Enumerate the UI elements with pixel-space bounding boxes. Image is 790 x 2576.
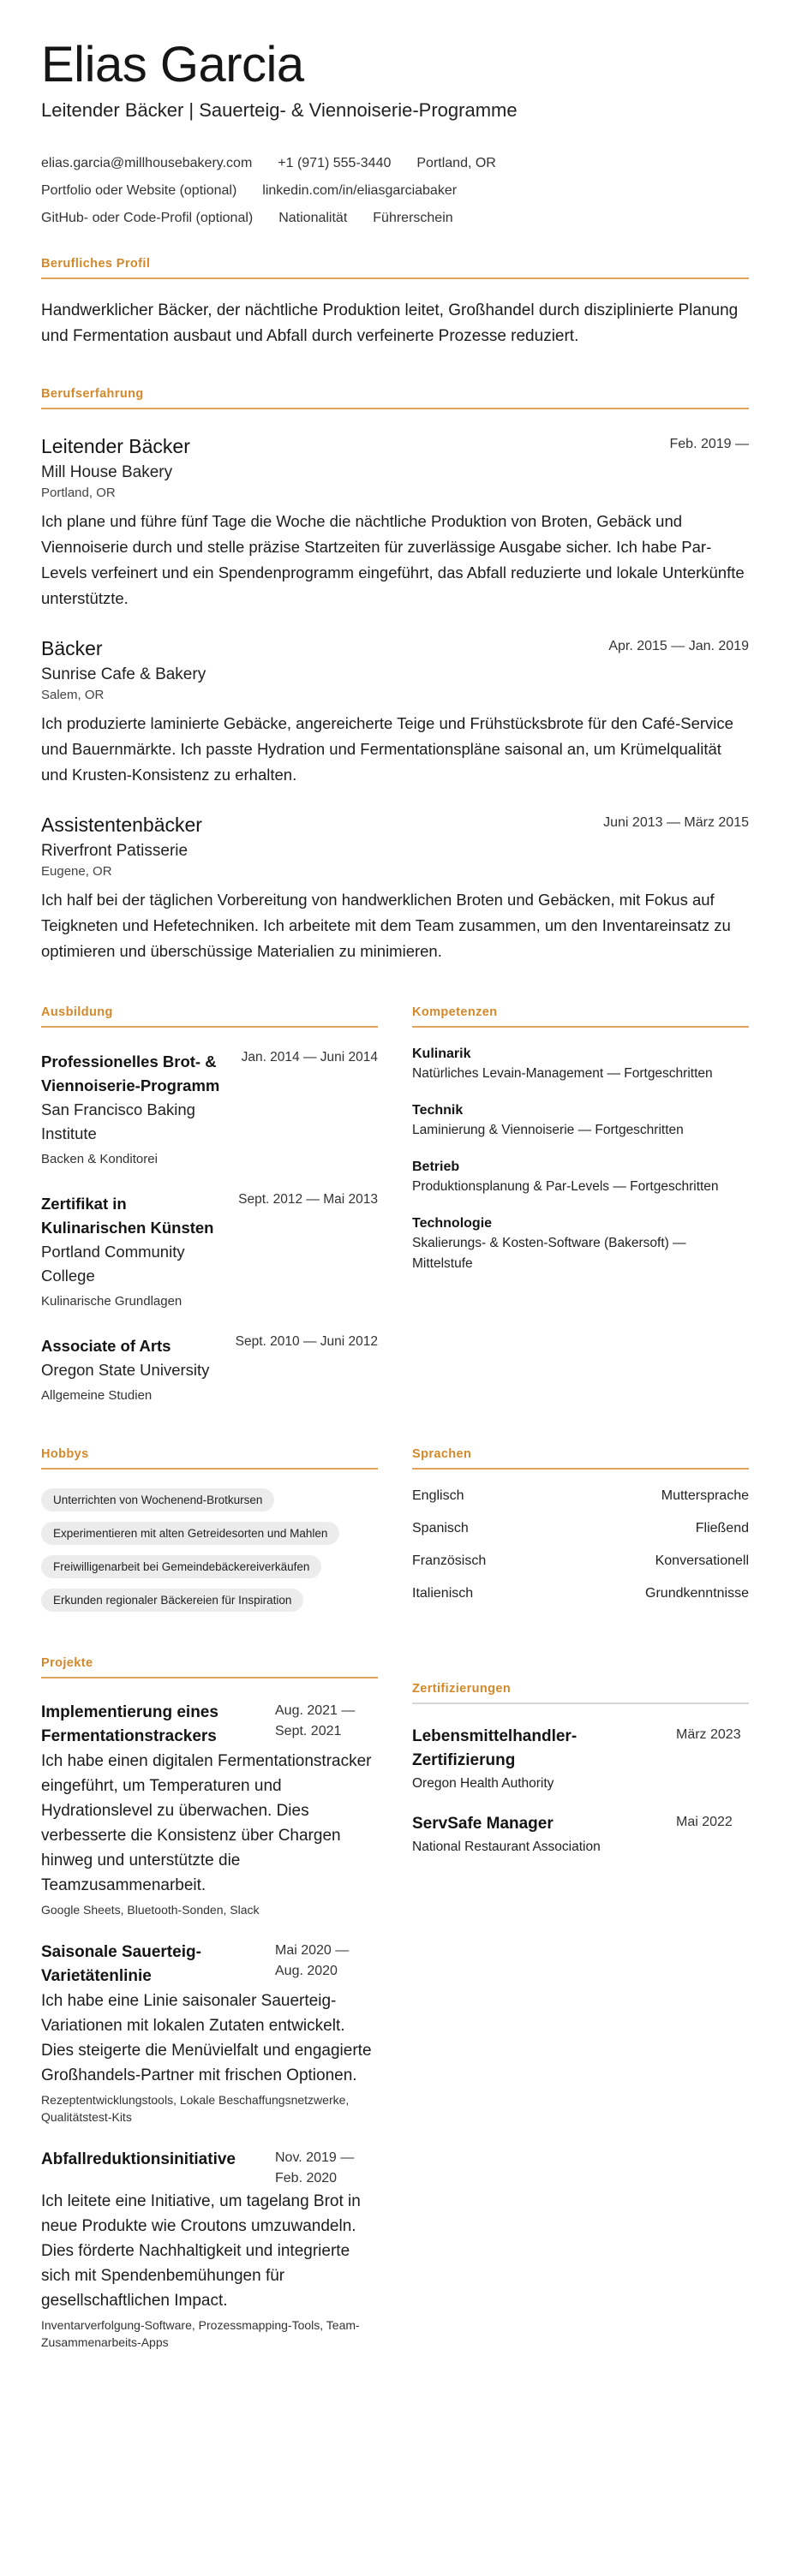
- contact-linkedin[interactable]: linkedin.com/in/eliasgarciabaker: [262, 183, 458, 198]
- certification-date: Mai 2022: [676, 1815, 733, 1829]
- job-company: Mill House Bakery: [41, 463, 173, 481]
- job-entry: [41, 637, 749, 788]
- contact-info: [41, 156, 749, 226]
- language-row: [412, 1553, 749, 1569]
- project-tools: Rezeptentwicklungstools, Lokale Beschaffungsnetzwerke, Qualitätstest-Kits: [41, 2093, 350, 2124]
- job-description: Ich half bei der täglichen Vorbereitung von handwerklichen Broten und Gebäcken, mit Fokus auf Teigkneten und Hefetechniken. Ich arbeitete mit dem Team zusammen, um den Inventareinsatz zu optimieren und überschüssige Materialien zu minimieren.: [41, 891, 731, 960]
- language-level: Muttersprache: [661, 1488, 749, 1503]
- project-description: Ich habe einen digitalen Fermentationstracker eingeführt, um Temperaturen und Hydrationslevel zu überwachen. Dies verbesserte die Konsistenz über Chargen hinweg und unterstützte die Teamzusammenarbeit.: [41, 1752, 372, 1894]
- education-degree: Associate of Arts: [41, 1337, 171, 1355]
- job-location: Salem, OR: [41, 688, 105, 702]
- experience-section: [41, 387, 749, 964]
- language-name: Italienisch: [412, 1586, 474, 1601]
- language-level: Grundkenntnisse: [645, 1586, 749, 1601]
- project-tools: Google Sheets, Bluetooth-Sonden, Slack: [41, 1903, 260, 1917]
- skill-value: Produktionsplanung & Par-Levels — Fortgeschritten: [412, 1179, 719, 1194]
- certification-org: National Restaurant Association: [412, 1840, 601, 1854]
- education-school: Oregon State University: [41, 1361, 210, 1379]
- candidate-role: Leitender Bäcker | Sauerteig- & Viennoiserie-Programme: [41, 99, 518, 121]
- hobby-chip: Erkunden regionaler Bäckereien für Inspiration: [41, 1589, 303, 1612]
- hobbies-heading: Hobbys: [41, 1447, 378, 1470]
- education-entry: [41, 1192, 378, 1312]
- contact-email[interactable]: elias.garcia@millhousebakery.com: [41, 156, 253, 170]
- profile-text: Handwerklicher Bäcker, der nächtliche Produktion leitet, Großhandel durch disziplinierte Planung und Fermentation ausbaut und Abfall durch verfeinerte Prozesse reduziert.: [41, 301, 739, 345]
- project-entry: [41, 1941, 378, 2126]
- projects-section: [41, 1656, 378, 2351]
- contact-location: Portland, OR: [416, 156, 496, 170]
- education-heading: Ausbildung: [41, 1005, 378, 1028]
- education-school: San Francisco Baking Institute: [41, 1100, 195, 1142]
- job-date: Feb. 2019 —: [669, 437, 749, 451]
- project-title: Saisonale Sauerteig-Varietätenlinie: [41, 1943, 201, 1985]
- project-title: Implementierung eines Fermentationstrackers: [41, 1703, 218, 1745]
- certification-entry: [412, 1725, 749, 1792]
- language-level: Fließend: [695, 1521, 749, 1535]
- language-row: [412, 1586, 749, 1601]
- skill-entry: [412, 1216, 749, 1274]
- project-date: Mai 2020 — Aug. 2020: [275, 1943, 350, 1978]
- education-entry: [41, 1050, 378, 1170]
- languages-section: [412, 1447, 749, 1622]
- education-degree: Zertifikat in Kulinarischen Künsten: [41, 1195, 214, 1237]
- job-description: Ich produzierte laminierte Gebäcke, angereicherte Teige und Frühstücksbrote für den Café-Service und Bauernmärkte. Ich passte Hydration und Fermentationspläne saisonal an, um Krümelqualität und Krusten-Konsistenz zu erhalten.: [41, 714, 733, 784]
- project-date: Aug. 2021 — Sept. 2021: [275, 1703, 356, 1738]
- job-entry: [41, 814, 749, 964]
- skills-section: [412, 1005, 749, 1406]
- project-tools: Inventarverfolgung-Software, Prozessmapping-Tools, Team-Zusammenarbeits-Apps: [41, 2318, 360, 2349]
- skill-category: Technologie: [412, 1216, 493, 1231]
- skill-category: Technik: [412, 1103, 464, 1118]
- contact-website[interactable]: Portfolio oder Website (optional): [41, 183, 237, 198]
- project-title: Abfallreduktionsinitiative: [41, 2150, 236, 2168]
- hobby-chip: Freiwilligenarbeit bei Gemeindebäckereiverkäufen: [41, 1555, 321, 1578]
- hobby-chip: Experimentieren mit alten Getreidesorten und Mahlen: [41, 1522, 339, 1545]
- language-level: Konversationell: [655, 1553, 749, 1568]
- language-name: Englisch: [412, 1488, 464, 1503]
- contact-github[interactable]: GitHub- oder Code-Profil (optional): [41, 211, 254, 225]
- education-date: Jan. 2014 — Juni 2014: [241, 1050, 378, 1064]
- project-entry: [41, 1701, 378, 1918]
- job-location: Portland, OR: [41, 486, 116, 500]
- experience-heading: Berufserfahrung: [41, 387, 749, 409]
- skill-category: Kulinarik: [412, 1046, 471, 1061]
- certification-entry: [412, 1812, 749, 1855]
- education-field: Kulinarische Grundlagen: [41, 1294, 183, 1309]
- skill-category: Betrieb: [412, 1160, 460, 1174]
- job-date: Apr. 2015 — Jan. 2019: [608, 639, 749, 653]
- contact-nationality: Nationalität: [278, 211, 348, 225]
- certifications-heading: Zertifizierungen: [412, 1682, 749, 1704]
- skill-entry: [412, 1046, 749, 1084]
- projects-heading: Projekte: [41, 1656, 378, 1679]
- education-section: [41, 1005, 378, 1406]
- skill-entry: [412, 1103, 749, 1141]
- job-title: Leitender Bäcker: [41, 435, 190, 457]
- language-name: Französisch: [412, 1553, 487, 1568]
- languages-heading: Sprachen: [412, 1447, 749, 1470]
- hobby-chip: Unterrichten von Wochenend-Brotkursen: [41, 1488, 274, 1512]
- certifications-section: [412, 1656, 749, 2351]
- education-field: Allgemeine Studien: [41, 1388, 153, 1403]
- education-date: Sept. 2010 — Juni 2012: [235, 1334, 378, 1349]
- job-date: Juni 2013 — März 2015: [603, 815, 749, 830]
- certification-name: Lebensmittelhandler-Zertifizierung: [412, 1727, 578, 1769]
- education-field: Backen & Konditorei: [41, 1152, 158, 1166]
- skill-value: Natürliches Levain-Management — Fortgeschritten: [412, 1066, 713, 1081]
- job-location: Eugene, OR: [41, 864, 112, 879]
- hobbies-section: [41, 1447, 378, 1622]
- contact-license: Führerschein: [373, 211, 453, 225]
- language-name: Spanisch: [412, 1521, 469, 1535]
- profile-section: [41, 257, 749, 349]
- job-company: Sunrise Cafe & Bakery: [41, 665, 206, 683]
- education-degree: Professionelles Brot- & Viennoiserie-Programm: [41, 1052, 220, 1094]
- project-description: Ich habe eine Linie saisonaler Sauerteig-Variationen mit lokalen Zutaten entwickelt. Dies steigerte die Menüvielfalt und engagierte Großhandels-Partner mit frischen Optionen.: [41, 1992, 372, 2084]
- language-row: [412, 1488, 749, 1504]
- skill-value: Skalierungs- & Kosten-Software (Bakersoft) — Mittelstufe: [412, 1236, 686, 1271]
- skill-entry: [412, 1160, 749, 1197]
- skill-value: Laminierung & Viennoiserie — Fortgeschritten: [412, 1123, 684, 1137]
- job-title: Bäcker: [41, 637, 103, 659]
- job-description: Ich plane und führe fünf Tage die Woche die nächtliche Produktion von Broten, Gebäck und Viennoiserie durch und stelle präzise Startzeiten für zuverlässige Ausgabe sicher. Ich habe Par-Levels verfeinert und ein Spendenprogramm eingeführt, das Abfall reduzierte und lokale Unterkünfte unterstützte.: [41, 512, 745, 607]
- project-description: Ich leitete eine Initiative, um tagelang Brot in neue Produkte wie Croutons umzuwandeln. Dies förderte Nachhaltigkeit und integrierte sich mit Spendenbemühungen für gesellschaftlichen Impact.: [41, 2192, 361, 2310]
- job-company: Riverfront Patisserie: [41, 842, 189, 860]
- contact-phone[interactable]: +1 (971) 555-3440: [278, 156, 392, 170]
- job-entry: [41, 435, 749, 611]
- certification-date: März 2023: [676, 1727, 741, 1742]
- candidate-name: Elias Garcia: [41, 37, 304, 92]
- profile-heading: Berufliches Profil: [41, 257, 749, 279]
- education-date: Sept. 2012 — Mai 2013: [238, 1192, 378, 1207]
- education-school: Portland Community College: [41, 1243, 185, 1285]
- certification-org: Oregon Health Authority: [412, 1776, 554, 1791]
- language-row: [412, 1521, 749, 1536]
- education-entry: [41, 1334, 378, 1406]
- skills-heading: Kompetenzen: [412, 1005, 749, 1028]
- certification-name: ServSafe Manager: [412, 1815, 554, 1833]
- job-title: Assistentenbäcker: [41, 814, 202, 836]
- project-date: Nov. 2019 — Feb. 2020: [275, 2150, 355, 2185]
- project-entry: [41, 2148, 378, 2351]
